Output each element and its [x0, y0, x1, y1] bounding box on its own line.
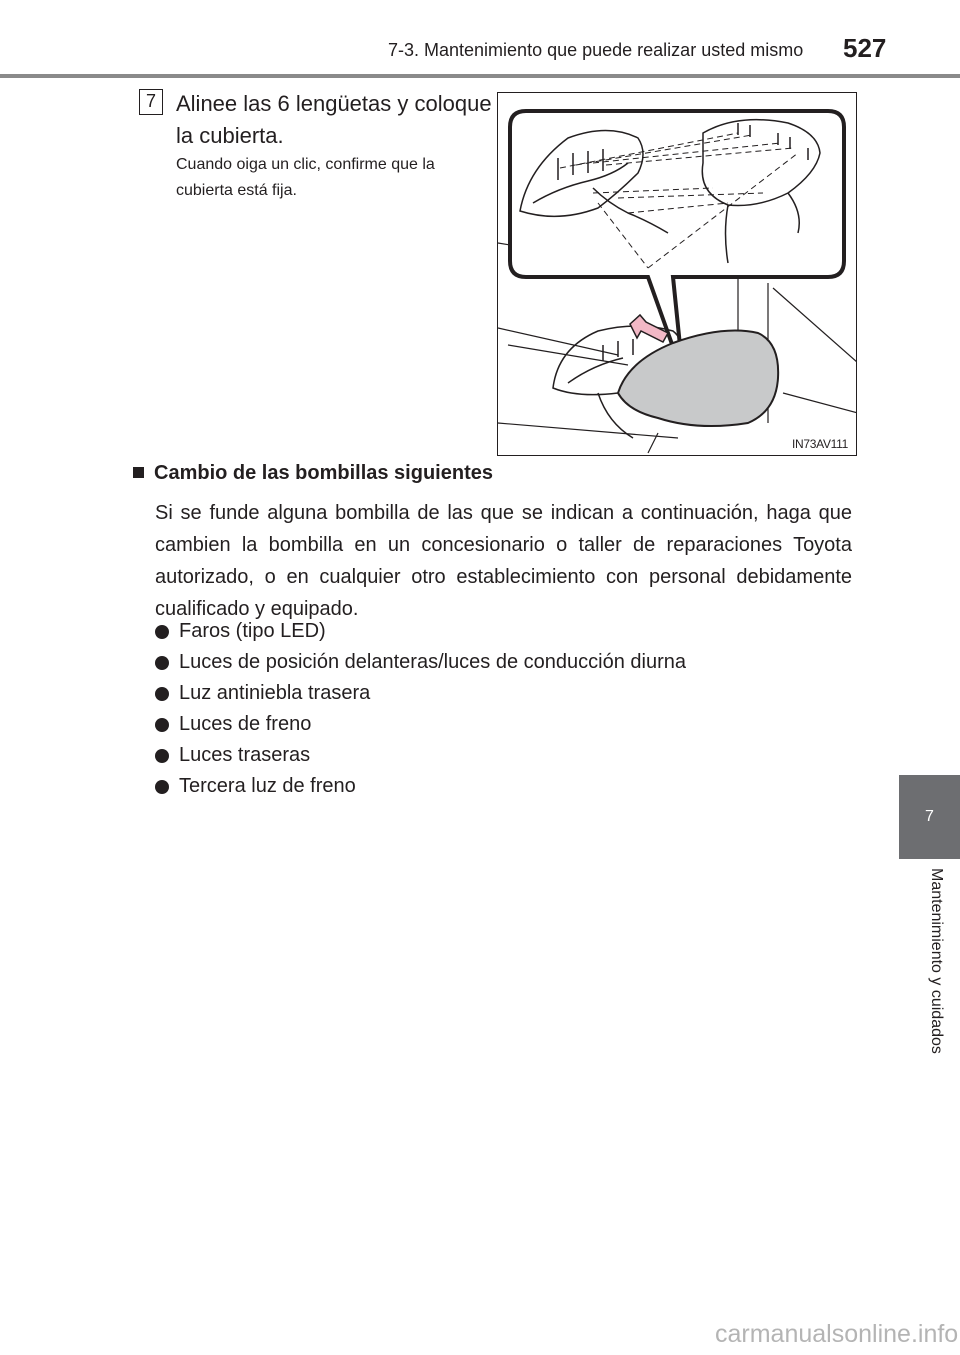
step-number-box: 7	[139, 89, 163, 115]
list-item: Luz antiniebla trasera	[155, 678, 686, 709]
header-title: 7-3. Mantenimiento que puede realizar usted mismo	[388, 40, 804, 60]
section-heading-text: Cambio de las bombillas siguientes	[154, 462, 493, 484]
list-item: Luces de posición delanteras/luces de conducción diurna	[155, 647, 686, 678]
bullet-dot-icon	[155, 749, 169, 763]
figure-code: IN73AV111	[791, 437, 848, 451]
step-instruction: Alinee las 6 lengüetas y coloque la cubierta.	[176, 91, 492, 148]
watermark: carmanualsonline.info	[715, 1320, 959, 1348]
list-item: Luces traseras	[155, 740, 686, 771]
section-heading	[133, 462, 493, 485]
bullet-dot-icon	[155, 687, 169, 701]
list-item: Faros (tipo LED)	[155, 616, 686, 647]
list-item: Tercera luz de freno	[155, 771, 686, 802]
mirror-cover-shell	[618, 331, 778, 427]
bullet-dot-icon	[155, 625, 169, 639]
bullet-dot-icon	[155, 718, 169, 732]
mirror-cover-figure	[497, 92, 857, 456]
list-item: Luces de freno	[155, 709, 686, 740]
chapter-side-label: Mantenimiento y cuidados	[928, 868, 945, 1054]
step-note: Cuando oiga un clic, confirme que la cubierta está fija.	[176, 156, 435, 199]
bulb-list	[155, 616, 686, 802]
square-bullet-icon	[133, 467, 144, 478]
bullet-dot-icon	[155, 656, 169, 670]
chapter-tab: 7	[899, 775, 960, 859]
bullet-dot-icon	[155, 780, 169, 794]
section-paragraph: Si se funde alguna bombilla de las que se indican a continuación, haga que cambien la bombilla en un concesionario o taller de reparaciones Toyota autorizado, o en cualquier otro establecimiento con personal debidamente cualificado y equipado.	[155, 502, 852, 620]
page-number: 527	[843, 33, 887, 63]
header-rule	[0, 74, 960, 78]
mirror-illustration	[498, 93, 857, 456]
